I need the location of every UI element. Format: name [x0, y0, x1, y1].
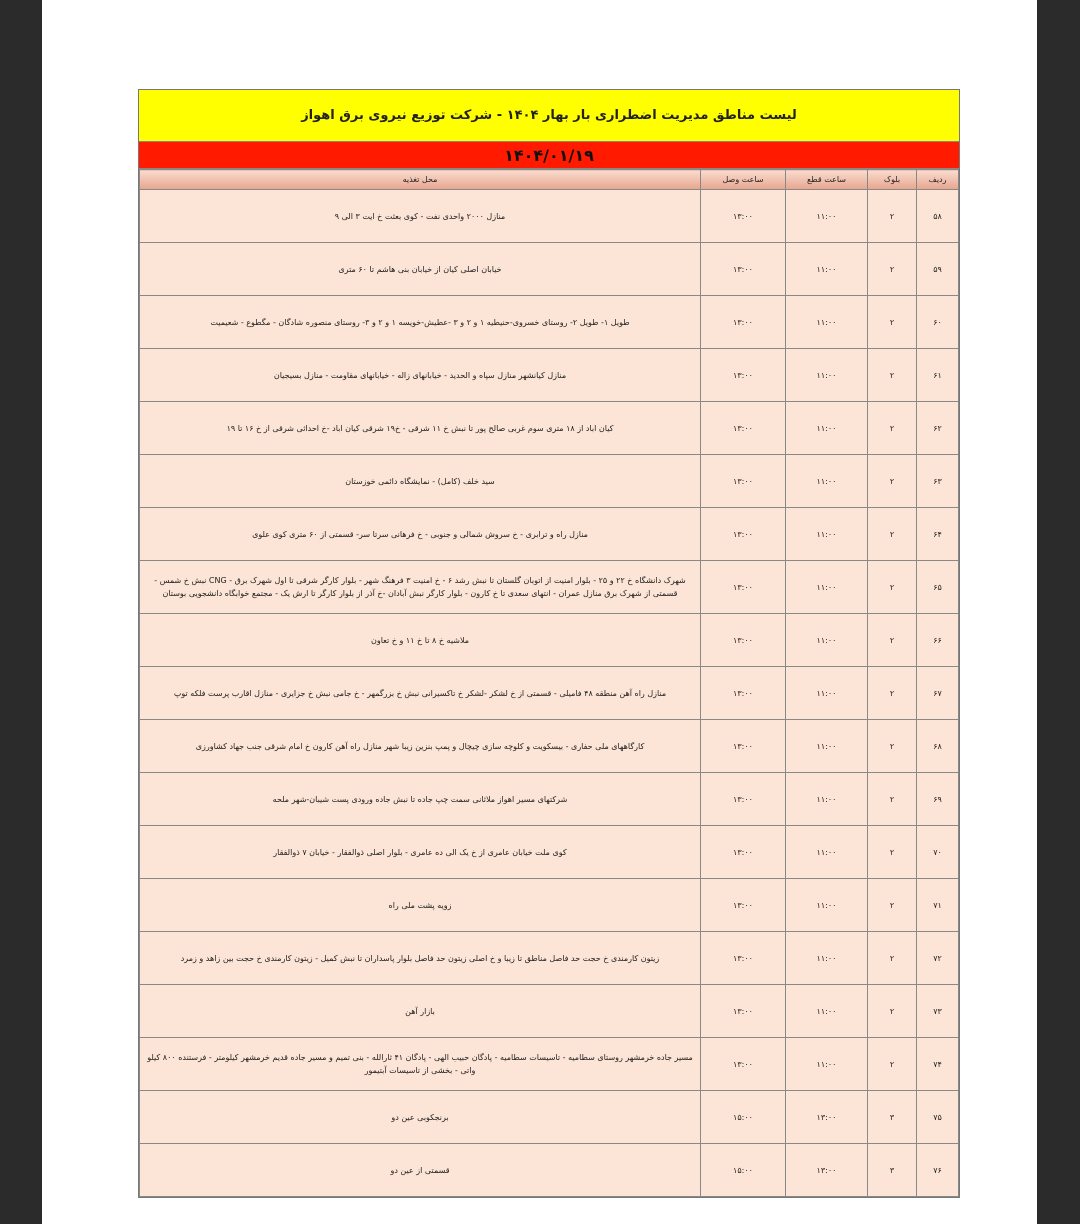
location-cell: منازل راه و ترابری - خ سروش شمالی و جنوبی - خ فرهانی سرتا سر- قسمتی از ۶۰ متری کوی علوی — [140, 508, 701, 561]
cut-time-cell: ۱۱:۰۰ — [786, 879, 868, 932]
table-row — [140, 402, 959, 455]
cut-time-cell: ۱۱:۰۰ — [786, 296, 868, 349]
row-number-cell: ۷۰ — [917, 826, 959, 879]
location-cell: کارگاههای ملی حفاری - بیسکویت و کلوچه سازی چیچال و پمپ بنزین زیبا شهر منازل راه آهن کارون خ امام شرقی جنب جهاد کشاورزی — [140, 720, 701, 773]
document-page — [42, 0, 1037, 1224]
block-cell: ۲ — [868, 402, 917, 455]
connect-time-cell: ۱۳:۰۰ — [701, 508, 786, 561]
row-number-cell: ۷۲ — [917, 932, 959, 985]
table-row — [140, 243, 959, 296]
connect-time-cell: ۱۳:۰۰ — [701, 932, 786, 985]
location-cell: مسیر جاده خرمشهر روستای سطامیه - تاسیسات سطامیه - پادگان حبیب الهی - پادگان ۴۱ ثارالله - بنی تمیم و مسیر جاده قدیم خرمشهر کیلومتر - فرستنده ۸۰۰ کیلو واتی - بخشی از تاسیسات آبتیمور — [140, 1038, 701, 1091]
table-row — [140, 1144, 959, 1197]
header-cut-time: ساعت قطع — [786, 170, 868, 190]
table-row — [140, 614, 959, 667]
header-connect-time: ساعت وصل — [701, 170, 786, 190]
block-cell: ۳ — [868, 1091, 917, 1144]
row-number-cell: ۷۱ — [917, 879, 959, 932]
block-cell: ۲ — [868, 455, 917, 508]
location-cell: منازل ۲۰۰۰ واحدی نفت - کوی بعثت خ ایت ۳ الی ۹ — [140, 190, 701, 243]
location-cell: منازل راه آهن منطقه ۴۸ فامیلی - قسمتی از خ لشکر -لشکر خ تاکسیرانی نبش خ بزرگمهر - خ جامی نبش خ جزایری - منازل اقارب پرست فلکه توپ — [140, 667, 701, 720]
table-row — [140, 667, 959, 720]
row-number-cell: ۶۲ — [917, 402, 959, 455]
connect-time-cell: ۱۳:۰۰ — [701, 879, 786, 932]
table-row — [140, 826, 959, 879]
location-cell: شهرک دانشگاه خ ۲۲ و ۲۵ - بلوار امنیت از اتوبان گلستان تا نبش رشد ۶ - خ امنیت ۳ فرهنگ شهر - بلوار کارگر شرقی تا اول شهرک برق - CNG نبش خ شمس - قسمتی از شهرک برق منازل عمران - انتهای سعدی تا خ کارون - بلوار کارگر نبش آبادان -خ آذر از بلوار کارگر تا ارش یک - مجتمع خوابگاه دانشجویی بوستان — [140, 561, 701, 614]
table-row — [140, 296, 959, 349]
connect-time-cell: ۱۳:۰۰ — [701, 402, 786, 455]
table-row — [140, 1038, 959, 1091]
table-row — [140, 508, 959, 561]
block-cell: ۲ — [868, 349, 917, 402]
table-body — [140, 190, 959, 1197]
document-title: لیست مناطق مدیریت اضطراری بار بهار ۱۴۰۴ - شرکت توزیع نیروی برق اهواز — [139, 90, 959, 142]
location-cell: سید خلف (کامل) - نمایشگاه دائمی خوزستان — [140, 455, 701, 508]
location-cell: زیتون کارمندی خ حجت حد فاصل مناطق تا زیبا و خ اصلی زیتون حد فاصل بلوار پاسداران تا نبش کمیل - زیتون کارمندی خ حجت بین زاهد و زمرد — [140, 932, 701, 985]
row-number-cell: ۶۱ — [917, 349, 959, 402]
cut-time-cell: ۱۱:۰۰ — [786, 508, 868, 561]
cut-time-cell: ۱۱:۰۰ — [786, 826, 868, 879]
cut-time-cell: ۱۱:۰۰ — [786, 243, 868, 296]
block-cell: ۲ — [868, 243, 917, 296]
location-cell: ملاشیه خ ۸ تا خ ۱۱ و خ تعاون — [140, 614, 701, 667]
connect-time-cell: ۱۳:۰۰ — [701, 190, 786, 243]
row-number-cell: ۷۵ — [917, 1091, 959, 1144]
connect-time-cell: ۱۳:۰۰ — [701, 349, 786, 402]
block-cell: ۲ — [868, 985, 917, 1038]
table-row — [140, 349, 959, 402]
cut-time-cell: ۱۱:۰۰ — [786, 720, 868, 773]
block-cell: ۲ — [868, 508, 917, 561]
block-cell: ۲ — [868, 296, 917, 349]
table-header-row — [140, 170, 959, 190]
connect-time-cell: ۱۳:۰۰ — [701, 1038, 786, 1091]
table-row — [140, 879, 959, 932]
block-cell: ۲ — [868, 826, 917, 879]
row-number-cell: ۶۳ — [917, 455, 959, 508]
connect-time-cell: ۱۳:۰۰ — [701, 667, 786, 720]
block-cell: ۲ — [868, 1038, 917, 1091]
cut-time-cell: ۱۱:۰۰ — [786, 985, 868, 1038]
row-number-cell: ۶۸ — [917, 720, 959, 773]
connect-time-cell: ۱۳:۰۰ — [701, 985, 786, 1038]
row-number-cell: ۵۹ — [917, 243, 959, 296]
location-cell: کوی ملت خیابان عامری از خ یک الی ده عامری - بلوار اصلی ذوالفقار - خیابان ۷ ذوالفقار — [140, 826, 701, 879]
connect-time-cell: ۱۳:۰۰ — [701, 455, 786, 508]
location-cell: برنجکوبی عین دو — [140, 1091, 701, 1144]
outage-schedule-sheet — [138, 89, 960, 1198]
connect-time-cell: ۱۳:۰۰ — [701, 720, 786, 773]
block-cell: ۲ — [868, 773, 917, 826]
header-location: محل تغذیه — [140, 170, 701, 190]
table-row — [140, 455, 959, 508]
cut-time-cell: ۱۱:۰۰ — [786, 1038, 868, 1091]
location-cell: منازل کیانشهر منازل سپاه و الحدید - خیابانهای زاله - خیابانهای مقاومت - منازل بسیجیان — [140, 349, 701, 402]
cut-time-cell: ۱۱:۰۰ — [786, 614, 868, 667]
connect-time-cell: ۱۳:۰۰ — [701, 614, 786, 667]
block-cell: ۲ — [868, 614, 917, 667]
row-number-cell: ۷۴ — [917, 1038, 959, 1091]
location-cell: بازار آهن — [140, 985, 701, 1038]
table-row — [140, 190, 959, 243]
block-cell: ۲ — [868, 667, 917, 720]
table-row — [140, 773, 959, 826]
block-cell: ۲ — [868, 561, 917, 614]
cut-time-cell: ۱۱:۰۰ — [786, 190, 868, 243]
header-block: بلوک — [868, 170, 917, 190]
row-number-cell: ۶۹ — [917, 773, 959, 826]
table-row — [140, 932, 959, 985]
connect-time-cell: ۱۳:۰۰ — [701, 826, 786, 879]
header-row-number: ردیف — [917, 170, 959, 190]
row-number-cell: ۶۷ — [917, 667, 959, 720]
location-cell: خیابان اصلی کیان از خیابان بنی هاشم تا ۶۰ متری — [140, 243, 701, 296]
table-row — [140, 985, 959, 1038]
cut-time-cell: ۱۳:۰۰ — [786, 1144, 868, 1197]
table-row — [140, 720, 959, 773]
cut-time-cell: ۱۱:۰۰ — [786, 667, 868, 720]
connect-time-cell: ۱۵:۰۰ — [701, 1144, 786, 1197]
table-row — [140, 1091, 959, 1144]
row-number-cell: ۷۶ — [917, 1144, 959, 1197]
row-number-cell: ۶۵ — [917, 561, 959, 614]
outage-table — [139, 169, 959, 1197]
block-cell: ۲ — [868, 932, 917, 985]
connect-time-cell: ۱۳:۰۰ — [701, 296, 786, 349]
cut-time-cell: ۱۱:۰۰ — [786, 402, 868, 455]
connect-time-cell: ۱۳:۰۰ — [701, 561, 786, 614]
row-number-cell: ۶۴ — [917, 508, 959, 561]
cut-time-cell: ۱۱:۰۰ — [786, 773, 868, 826]
block-cell: ۲ — [868, 879, 917, 932]
location-cell: طویل ۱- طویل ۲- روستای خسروی-حنیطیه ۱ و ۲ و ۳ -عطیش-خویسه ۱ و ۲ و ۳- روستای منصوره شادگان - مگطوع - شعیمیت — [140, 296, 701, 349]
location-cell: زویه پشت ملی راه — [140, 879, 701, 932]
block-cell: ۲ — [868, 190, 917, 243]
block-cell: ۲ — [868, 720, 917, 773]
connect-time-cell: ۱۵:۰۰ — [701, 1091, 786, 1144]
cut-time-cell: ۱۱:۰۰ — [786, 455, 868, 508]
location-cell: کیان اباد از ۱۸ متری سوم غربی صالح پور تا نبش خ ۱۱ شرقی - خ۱۹ شرقی کیان اباد -خ احداثی شرقی از خ ۱۶ تا ۱۹ — [140, 402, 701, 455]
connect-time-cell: ۱۳:۰۰ — [701, 773, 786, 826]
cut-time-cell: ۱۱:۰۰ — [786, 932, 868, 985]
row-number-cell: ۷۳ — [917, 985, 959, 1038]
schedule-date: ۱۴۰۴/۰۱/۱۹ — [139, 142, 959, 169]
row-number-cell: ۶۰ — [917, 296, 959, 349]
block-cell: ۳ — [868, 1144, 917, 1197]
table-row — [140, 561, 959, 614]
connect-time-cell: ۱۳:۰۰ — [701, 243, 786, 296]
location-cell: قسمتی از عین دو — [140, 1144, 701, 1197]
cut-time-cell: ۱۱:۰۰ — [786, 561, 868, 614]
cut-time-cell: ۱۱:۰۰ — [786, 349, 868, 402]
cut-time-cell: ۱۳:۰۰ — [786, 1091, 868, 1144]
row-number-cell: ۵۸ — [917, 190, 959, 243]
row-number-cell: ۶۶ — [917, 614, 959, 667]
location-cell: شرکتهای مسیر اهواز ملاثانی سمت چپ جاده تا نبش جاده ورودی پست شیبان-شهر ملحه — [140, 773, 701, 826]
